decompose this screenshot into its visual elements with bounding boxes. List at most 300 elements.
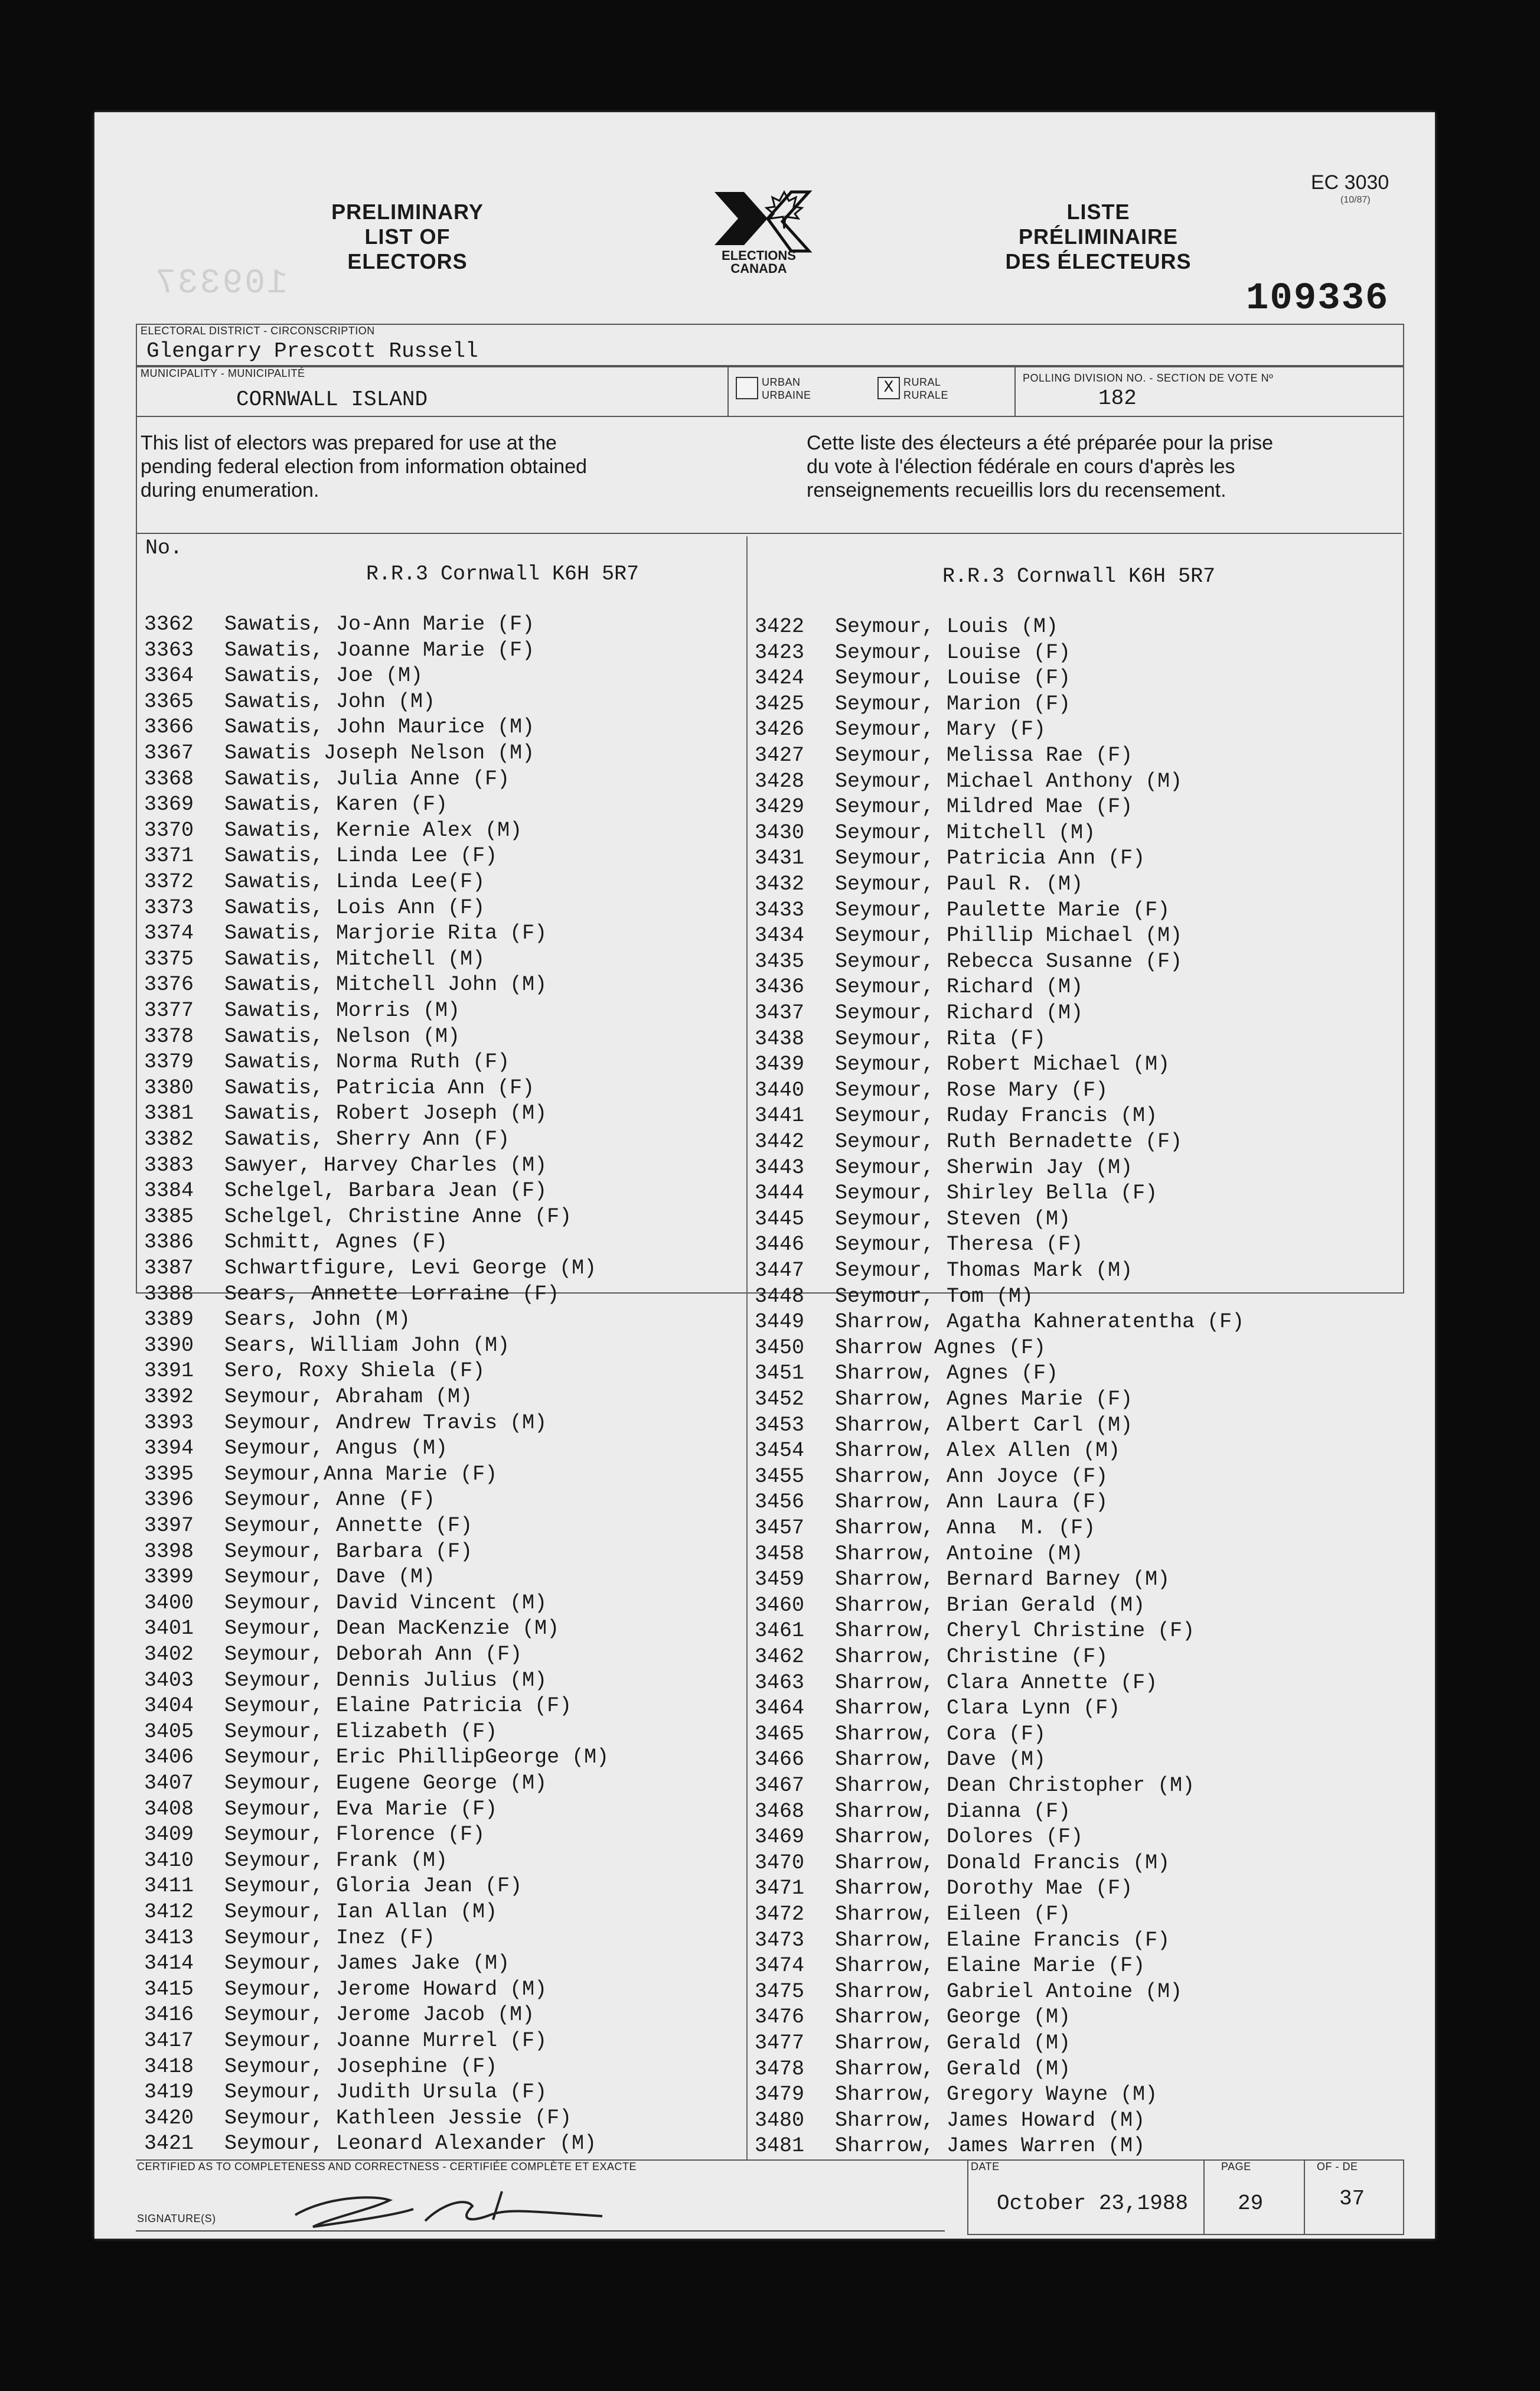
elector-name: Seymour, Annette (F) bbox=[224, 1514, 473, 1537]
list-item bbox=[144, 2054, 497, 2080]
list-item bbox=[144, 2028, 547, 2054]
elector-number: 3416 bbox=[144, 2003, 194, 2027]
right-column-address: R.R.3 Cornwall K6H 5R7 bbox=[942, 565, 1216, 588]
logo-text: ELECTIONS CANADA bbox=[722, 248, 796, 276]
elector-number: 3466 bbox=[755, 1748, 805, 1772]
divider bbox=[136, 533, 1402, 534]
elector-number: 3415 bbox=[144, 1977, 194, 2001]
elector-name: Sharrow, Dianna (F) bbox=[835, 1799, 1071, 1823]
elector-name: Seymour, Mildred Mae (F) bbox=[835, 795, 1133, 819]
list-item bbox=[755, 1876, 1133, 1901]
elector-number: 3411 bbox=[144, 1874, 194, 1898]
list-item bbox=[144, 1668, 547, 1693]
elector-name: Seymour, Mary (F) bbox=[835, 718, 1046, 742]
elector-number: 3430 bbox=[755, 820, 805, 845]
list-item bbox=[144, 1977, 547, 2002]
list-item bbox=[755, 1103, 1157, 1129]
elector-number: 3424 bbox=[755, 666, 805, 690]
elector-name: Sharrow, Agnes (F) bbox=[835, 1361, 1059, 1386]
list-item bbox=[755, 898, 1170, 923]
elector-name: Seymour, Shirley Bella (F) bbox=[835, 1181, 1158, 1206]
elector-number: 3367 bbox=[144, 741, 194, 765]
list-item bbox=[144, 818, 522, 843]
elector-number: 3375 bbox=[144, 947, 194, 971]
elector-number: 3464 bbox=[755, 1696, 805, 1721]
elector-number: 3459 bbox=[755, 1568, 805, 1592]
serial-number: 109336 bbox=[1246, 278, 1389, 320]
elector-number: 3392 bbox=[144, 1385, 194, 1409]
elector-number: 3397 bbox=[144, 1514, 194, 1537]
list-item bbox=[144, 1462, 497, 1487]
elector-name: Seymour, Joanne Murrel (F) bbox=[224, 2029, 547, 2053]
elector-number: 3426 bbox=[755, 718, 805, 742]
elector-number: 3442 bbox=[755, 1130, 805, 1154]
list-item bbox=[755, 2031, 1071, 2056]
elector-number: 3362 bbox=[144, 613, 194, 636]
elector-number: 3441 bbox=[755, 1104, 805, 1128]
rural-label: RURAL RURALE bbox=[903, 376, 949, 401]
elector-name: Seymour, Abraham (M) bbox=[224, 1385, 473, 1409]
elector-number: 3428 bbox=[755, 769, 805, 793]
elector-number: 3477 bbox=[755, 2031, 805, 2055]
elector-name: Seymour, Richard (M) bbox=[835, 975, 1084, 999]
list-item bbox=[755, 1413, 1133, 1438]
elector-name: Seymour, Inez (F) bbox=[224, 1926, 436, 1950]
elector-number: 3468 bbox=[755, 1799, 805, 1823]
elector-name: Sharrow, Dolores (F) bbox=[835, 1825, 1084, 1849]
elector-number: 3447 bbox=[755, 1259, 805, 1282]
polling-division-label: POLLING DIVISION NO. - SECTION DE VOTE Nº bbox=[1023, 372, 1274, 384]
list-item bbox=[144, 1848, 448, 1874]
list-item bbox=[144, 1539, 472, 1565]
elector-name: Seymour, Tom (M) bbox=[835, 1284, 1034, 1308]
list-item bbox=[144, 1745, 609, 1770]
list-item bbox=[144, 1926, 435, 1951]
elector-name: Seymour, Elaine Patricia (F) bbox=[224, 1694, 572, 1718]
elector-name: Seymour, Leonard Alexander (M) bbox=[224, 2132, 597, 2156]
list-item bbox=[755, 1207, 1071, 1232]
list-item bbox=[144, 895, 485, 921]
elector-name: Seymour, Dean MacKenzie (M) bbox=[224, 1617, 560, 1641]
elector-name: Seymour, Michael Anthony (M) bbox=[835, 769, 1183, 793]
list-item bbox=[144, 2080, 547, 2105]
list-item bbox=[755, 975, 1083, 1000]
elector-number: 3457 bbox=[755, 1516, 805, 1540]
list-item bbox=[144, 1693, 572, 1719]
list-item bbox=[144, 998, 460, 1024]
elector-number: 3386 bbox=[144, 1230, 194, 1255]
list-item bbox=[755, 1464, 1108, 1490]
list-item bbox=[755, 1001, 1083, 1026]
list-item bbox=[144, 843, 497, 869]
list-item bbox=[144, 1127, 510, 1152]
elector-number: 3390 bbox=[144, 1333, 194, 1357]
elector-name: Seymour, Ian Allan (M) bbox=[224, 1900, 498, 1924]
elector-name: Sharrow, James Howard (M) bbox=[835, 2108, 1146, 2132]
elector-name: Sharrow, Antoine (M) bbox=[835, 1542, 1084, 1566]
elector-name: Sharrow, Elaine Marie (F) bbox=[835, 1954, 1146, 1978]
elector-number: 3453 bbox=[755, 1413, 805, 1437]
elector-name: Seymour, Ruth Bernadette (F) bbox=[835, 1130, 1183, 1154]
elector-number: 3462 bbox=[755, 1645, 805, 1669]
municipality-label: MUNICIPALITY - MUNICIPALITÉ bbox=[141, 367, 305, 379]
elector-number: 3381 bbox=[144, 1102, 194, 1126]
elector-number: 3391 bbox=[144, 1359, 194, 1383]
elector-name: Seymour, Barbara (F) bbox=[224, 1539, 473, 1563]
elector-name: Sharrow, Gerald (M) bbox=[835, 2031, 1071, 2055]
elector-number: 3467 bbox=[755, 1774, 805, 1797]
elector-name: Sawatis, John Maurice (M) bbox=[224, 715, 535, 740]
elector-name: Sawatis, Nelson (M) bbox=[224, 1024, 461, 1048]
elector-name: Seymour, Jerome Howard (M) bbox=[224, 1977, 547, 2001]
list-item bbox=[144, 972, 547, 998]
elector-name: Sharrow, Alex Allen (M) bbox=[835, 1439, 1121, 1463]
list-item bbox=[755, 2082, 1157, 2107]
elector-name: Sears, John (M) bbox=[224, 1308, 411, 1332]
list-item bbox=[755, 1618, 1195, 1644]
elector-number: 3427 bbox=[755, 744, 805, 767]
list-item bbox=[755, 1129, 1182, 1155]
elector-name: Sawatis, Linda Lee(F) bbox=[224, 870, 485, 894]
elector-name: Seymour, Phillip Michael (M) bbox=[835, 924, 1183, 948]
elector-name: Sharrow, Dean Christopher (M) bbox=[835, 1774, 1195, 1797]
elector-number: 3465 bbox=[755, 1722, 805, 1746]
elector-name: Sharrow, Cheryl Christine (F) bbox=[835, 1619, 1195, 1643]
list-item bbox=[755, 2108, 1145, 2133]
elector-name: Sharrow, Gerald (M) bbox=[835, 2057, 1071, 2081]
elector-name: Sharrow, Donald Francis (M) bbox=[835, 1851, 1170, 1875]
elector-name: Sawatis, Kernie Alex (M) bbox=[224, 818, 523, 842]
elector-number: 3471 bbox=[755, 1877, 805, 1901]
divider bbox=[1304, 2159, 1305, 2234]
list-item bbox=[144, 1359, 485, 1384]
no-column-label: No. bbox=[145, 536, 183, 560]
list-item bbox=[144, 1411, 547, 1436]
elector-number: 3480 bbox=[755, 2108, 805, 2132]
elector-number: 3439 bbox=[755, 1053, 805, 1077]
elector-number: 3433 bbox=[755, 898, 805, 922]
elector-number: 3412 bbox=[144, 1900, 194, 1924]
form-code: EC 3030 bbox=[1311, 171, 1389, 194]
polling-division-value: 182 bbox=[1098, 386, 1137, 411]
elector-number: 3382 bbox=[144, 1128, 194, 1151]
elector-number: 3384 bbox=[144, 1179, 194, 1203]
list-item bbox=[144, 2106, 572, 2131]
divider bbox=[1203, 2159, 1205, 2234]
elector-number: 3406 bbox=[144, 1745, 194, 1770]
elector-name: Seymour, Jerome Jacob (M) bbox=[224, 2003, 535, 2027]
list-item bbox=[755, 614, 1058, 640]
elector-name: Sharrow, Ann Joyce (F) bbox=[835, 1464, 1108, 1488]
elector-number: 3395 bbox=[144, 1462, 194, 1486]
elector-name: Sawatis, Robert Joseph (M) bbox=[224, 1102, 547, 1126]
elector-name: Seymour, Richard (M) bbox=[835, 1001, 1084, 1025]
elector-number: 3425 bbox=[755, 692, 805, 716]
elector-number: 3438 bbox=[755, 1027, 805, 1051]
list-item bbox=[755, 846, 1145, 871]
list-item bbox=[755, 1593, 1145, 1618]
elector-name: Sawatis Joseph Nelson (M) bbox=[224, 741, 535, 765]
list-item bbox=[755, 1696, 1120, 1721]
list-item bbox=[144, 1178, 547, 1204]
list-item bbox=[755, 1258, 1133, 1284]
elector-name: Seymour, Dave (M) bbox=[224, 1565, 436, 1589]
elector-name: Sharrow, Elaine Francis (F) bbox=[835, 1928, 1170, 1952]
ghost-serial-number: 109337 bbox=[154, 265, 288, 303]
left-column-address: R.R.3 Cornwall K6H 5R7 bbox=[366, 562, 640, 586]
list-item bbox=[144, 1822, 485, 1848]
elector-name: Schelgel, Barbara Jean (F) bbox=[224, 1179, 547, 1203]
list-item bbox=[755, 1825, 1083, 1850]
elector-number: 3414 bbox=[144, 1952, 194, 1976]
elector-number: 3452 bbox=[755, 1387, 805, 1411]
signature-line bbox=[136, 2230, 945, 2232]
elector-number: 3463 bbox=[755, 1670, 805, 1695]
list-item bbox=[755, 1078, 1108, 1103]
divider bbox=[1014, 365, 1016, 416]
elector-number: 3380 bbox=[144, 1076, 194, 1100]
list-item bbox=[755, 2057, 1071, 2082]
elector-name: Seymour, Ruday Francis (M) bbox=[835, 1104, 1158, 1128]
elector-name: Sawatis, Linda Lee (F) bbox=[224, 844, 498, 868]
title-french: LISTE PRÉLIMINAIRE DES ÉLECTEURS bbox=[1005, 200, 1192, 273]
elector-number: 3366 bbox=[144, 715, 194, 740]
elector-number: 3469 bbox=[755, 1825, 805, 1849]
list-item bbox=[144, 1719, 497, 1745]
elector-name: Sawatis, Jo-Ann Marie (F) bbox=[224, 613, 535, 636]
list-item bbox=[755, 1851, 1170, 1876]
elector-number: 3417 bbox=[144, 2029, 194, 2053]
elector-number: 3372 bbox=[144, 870, 194, 894]
elector-name: Seymour, Kathleen Jessie (F) bbox=[224, 2106, 572, 2130]
elector-name: Seymour, Eric PhillipGeorge (M) bbox=[224, 1745, 609, 1770]
list-item bbox=[144, 1204, 572, 1230]
list-item bbox=[755, 1722, 1046, 1747]
elector-number: 3440 bbox=[755, 1078, 805, 1102]
elector-name: Sawatis, Morris (M) bbox=[224, 999, 461, 1022]
elector-name: Seymour, Angus (M) bbox=[224, 1436, 448, 1461]
list-item bbox=[755, 923, 1182, 949]
page-value: 29 bbox=[1238, 2191, 1264, 2216]
elector-name: Sharrow, George (M) bbox=[835, 2005, 1071, 2030]
signature-label: SIGNATURE(S) bbox=[137, 2213, 216, 2224]
elector-name: Schelgel, Christine Anne (F) bbox=[224, 1204, 572, 1229]
elector-number: 3405 bbox=[144, 1719, 194, 1744]
list-item bbox=[144, 1076, 534, 1101]
urban-label: URBAN URBAINE bbox=[762, 376, 811, 401]
elector-name: Seymour,Anna Marie (F) bbox=[224, 1462, 498, 1486]
list-item bbox=[755, 1670, 1157, 1696]
elector-number: 3454 bbox=[755, 1439, 805, 1463]
elector-name: Seymour, Mitchell (M) bbox=[835, 820, 1096, 845]
elector-name: Sawatis, Mitchell John (M) bbox=[224, 973, 547, 997]
elector-name: Sawatis, Mitchell (M) bbox=[224, 947, 485, 971]
certified-label: CERTIFIED AS TO COMPLETENESS AND CORRECTNESS - CERTIFIÉE COMPLÈTE ET EXACTE bbox=[137, 2161, 637, 2172]
urban-checkbox bbox=[736, 377, 758, 399]
elector-name: Sawatis, Julia Anne (F) bbox=[224, 767, 510, 791]
elector-number: 3387 bbox=[144, 1256, 194, 1280]
elector-name: Seymour, Florence (F) bbox=[224, 1823, 485, 1847]
elector-number: 3408 bbox=[144, 1797, 194, 1821]
list-item bbox=[755, 1516, 1095, 1541]
elector-name: Seymour, Louise (F) bbox=[835, 666, 1071, 690]
list-item bbox=[144, 2002, 534, 2028]
title-english: PRELIMINARY LIST OF ELECTORS bbox=[331, 200, 484, 273]
elector-number: 3409 bbox=[144, 1823, 194, 1847]
elector-name: Sears, Annette Lorraine (F) bbox=[224, 1282, 560, 1306]
list-item bbox=[755, 1542, 1083, 1567]
elector-number: 3401 bbox=[144, 1617, 194, 1641]
elector-number: 3448 bbox=[755, 1284, 805, 1308]
elector-number: 3419 bbox=[144, 2080, 194, 2105]
elector-name: Seymour, Patricia Ann (F) bbox=[835, 846, 1146, 871]
list-item bbox=[144, 1874, 522, 1899]
municipality-value: CORNWALL ISLAND bbox=[236, 387, 428, 412]
elector-number: 3388 bbox=[144, 1282, 194, 1306]
list-item bbox=[755, 2133, 1145, 2159]
elector-name: Sharrow, Albert Carl (M) bbox=[835, 1413, 1133, 1437]
list-item bbox=[755, 1284, 1033, 1309]
elector-name: Sharrow, Gregory Wayne (M) bbox=[835, 2083, 1158, 2107]
list-item bbox=[144, 1024, 460, 1050]
elector-name: Sharrow, Bernard Barney (M) bbox=[835, 1568, 1170, 1592]
elector-number: 3473 bbox=[755, 1928, 805, 1952]
elector-name: Seymour, Frank (M) bbox=[224, 1848, 448, 1872]
elector-number: 3420 bbox=[144, 2106, 194, 2130]
list-item bbox=[144, 2131, 596, 2157]
elector-number: 3450 bbox=[755, 1335, 805, 1360]
notice-english: This list of electors was prepared for use at the pending federal election from information obtained during enumeration. bbox=[141, 432, 588, 501]
elector-name: Seymour, Anne (F) bbox=[224, 1488, 436, 1512]
elector-name: Seymour, Rita (F) bbox=[835, 1027, 1046, 1051]
elector-number: 3481 bbox=[755, 2134, 805, 2158]
elector-number: 3407 bbox=[144, 1771, 194, 1795]
elector-name: Sharrow, Cora (F) bbox=[835, 1722, 1046, 1746]
list-item bbox=[144, 1436, 448, 1461]
elector-number: 3418 bbox=[144, 2054, 194, 2079]
list-item bbox=[144, 612, 534, 637]
elector-name: Sharrow, Clara Annette (F) bbox=[835, 1670, 1158, 1695]
list-item bbox=[144, 1385, 472, 1410]
list-item bbox=[144, 947, 485, 972]
elector-name: Sawatis, Karen (F) bbox=[224, 793, 448, 817]
list-item bbox=[755, 820, 1095, 846]
elector-number: 3476 bbox=[755, 2005, 805, 2030]
list-item bbox=[755, 717, 1046, 742]
divider bbox=[727, 365, 729, 416]
list-item bbox=[144, 1230, 448, 1255]
elector-name: Sharrow, Eileen (F) bbox=[835, 1903, 1071, 1926]
elector-number: 3479 bbox=[755, 2083, 805, 2107]
signature-image bbox=[289, 2174, 614, 2239]
elector-name: Sero, Roxy Shiela (F) bbox=[224, 1359, 485, 1383]
elector-name: Sawatis, Patricia Ann (F) bbox=[224, 1076, 535, 1100]
elector-name: Schmitt, Agnes (F) bbox=[224, 1230, 448, 1255]
elector-number: 3431 bbox=[755, 846, 805, 871]
elector-name: Seymour, Deborah Ann (F) bbox=[224, 1643, 523, 1666]
list-item bbox=[144, 1771, 547, 1796]
elector-name: Seymour, Paul R. (M) bbox=[835, 872, 1084, 896]
elector-number: 3475 bbox=[755, 1979, 805, 2004]
list-item bbox=[755, 1052, 1170, 1077]
list-item bbox=[144, 1153, 547, 1178]
list-item bbox=[144, 1307, 410, 1333]
elector-number: 3403 bbox=[144, 1668, 194, 1692]
elector-number: 3370 bbox=[144, 818, 194, 842]
elector-number: 3470 bbox=[755, 1851, 805, 1875]
elector-name: Seymour, Marion (F) bbox=[835, 692, 1071, 716]
elector-name: Seymour, Theresa (F) bbox=[835, 1233, 1084, 1257]
list-item bbox=[144, 1616, 559, 1641]
elector-number: 3378 bbox=[144, 1024, 194, 1048]
elector-number: 3445 bbox=[755, 1207, 805, 1231]
district-value: Glengarry Prescott Russell bbox=[146, 339, 478, 363]
date-label: DATE bbox=[971, 2161, 1000, 2172]
elector-name: Seymour, Elizabeth (F) bbox=[224, 1719, 498, 1744]
elector-number: 3451 bbox=[755, 1361, 805, 1386]
elector-name: Sawatis, Norma Ruth (F) bbox=[224, 1050, 510, 1074]
list-item bbox=[755, 743, 1133, 768]
elector-number: 3461 bbox=[755, 1619, 805, 1643]
of-value: 37 bbox=[1339, 2187, 1365, 2211]
elector-name: Sharrow, Dave (M) bbox=[835, 1748, 1046, 1772]
elector-number: 3455 bbox=[755, 1464, 805, 1488]
elector-name: Sawatis, Lois Ann (F) bbox=[224, 895, 485, 920]
elector-number: 3396 bbox=[144, 1488, 194, 1512]
elector-number: 3365 bbox=[144, 689, 194, 714]
elector-name: Seymour, Eva Marie (F) bbox=[224, 1797, 498, 1821]
elector-name: Sharrow, Ann Laura (F) bbox=[835, 1490, 1108, 1514]
elector-name: Seymour, Louise (F) bbox=[835, 640, 1071, 664]
list-item bbox=[755, 1567, 1170, 1592]
list-item bbox=[755, 949, 1182, 975]
elector-name: Sharrow, Agatha Kahneratentha (F) bbox=[835, 1310, 1245, 1334]
elector-number: 3399 bbox=[144, 1565, 194, 1589]
elector-number: 3376 bbox=[144, 973, 194, 997]
elector-number: 3458 bbox=[755, 1542, 805, 1566]
elector-name: Sawatis, Joanne Marie (F) bbox=[224, 638, 535, 662]
list-item bbox=[144, 1101, 547, 1126]
elector-name: Seymour, Eugene George (M) bbox=[224, 1771, 547, 1795]
list-item bbox=[144, 1256, 596, 1281]
column-divider bbox=[746, 536, 748, 2161]
list-item bbox=[755, 2005, 1071, 2030]
list-item bbox=[755, 769, 1182, 794]
list-item bbox=[144, 1487, 435, 1513]
list-item bbox=[755, 1155, 1133, 1181]
elector-name: Seymour, Steven (M) bbox=[835, 1207, 1071, 1231]
list-item bbox=[755, 1773, 1195, 1799]
elector-number: 3371 bbox=[144, 844, 194, 868]
list-item bbox=[755, 1979, 1182, 2005]
list-item bbox=[144, 1591, 547, 1616]
list-item bbox=[755, 666, 1071, 691]
list-item bbox=[144, 715, 534, 740]
list-item bbox=[755, 1953, 1145, 1979]
elector-list-page bbox=[94, 112, 1435, 2239]
elector-number: 3435 bbox=[755, 949, 805, 973]
list-item bbox=[144, 1797, 497, 1822]
elector-name: Sawatis, Marjorie Rita (F) bbox=[224, 921, 547, 946]
elector-number: 3460 bbox=[755, 1593, 805, 1617]
list-item bbox=[144, 638, 534, 663]
elector-number: 3443 bbox=[755, 1155, 805, 1180]
list-item bbox=[755, 1309, 1244, 1335]
elector-number: 3421 bbox=[144, 2132, 194, 2156]
elector-number: 3373 bbox=[144, 895, 194, 920]
list-item bbox=[755, 1490, 1108, 1515]
elector-number: 3437 bbox=[755, 1001, 805, 1025]
